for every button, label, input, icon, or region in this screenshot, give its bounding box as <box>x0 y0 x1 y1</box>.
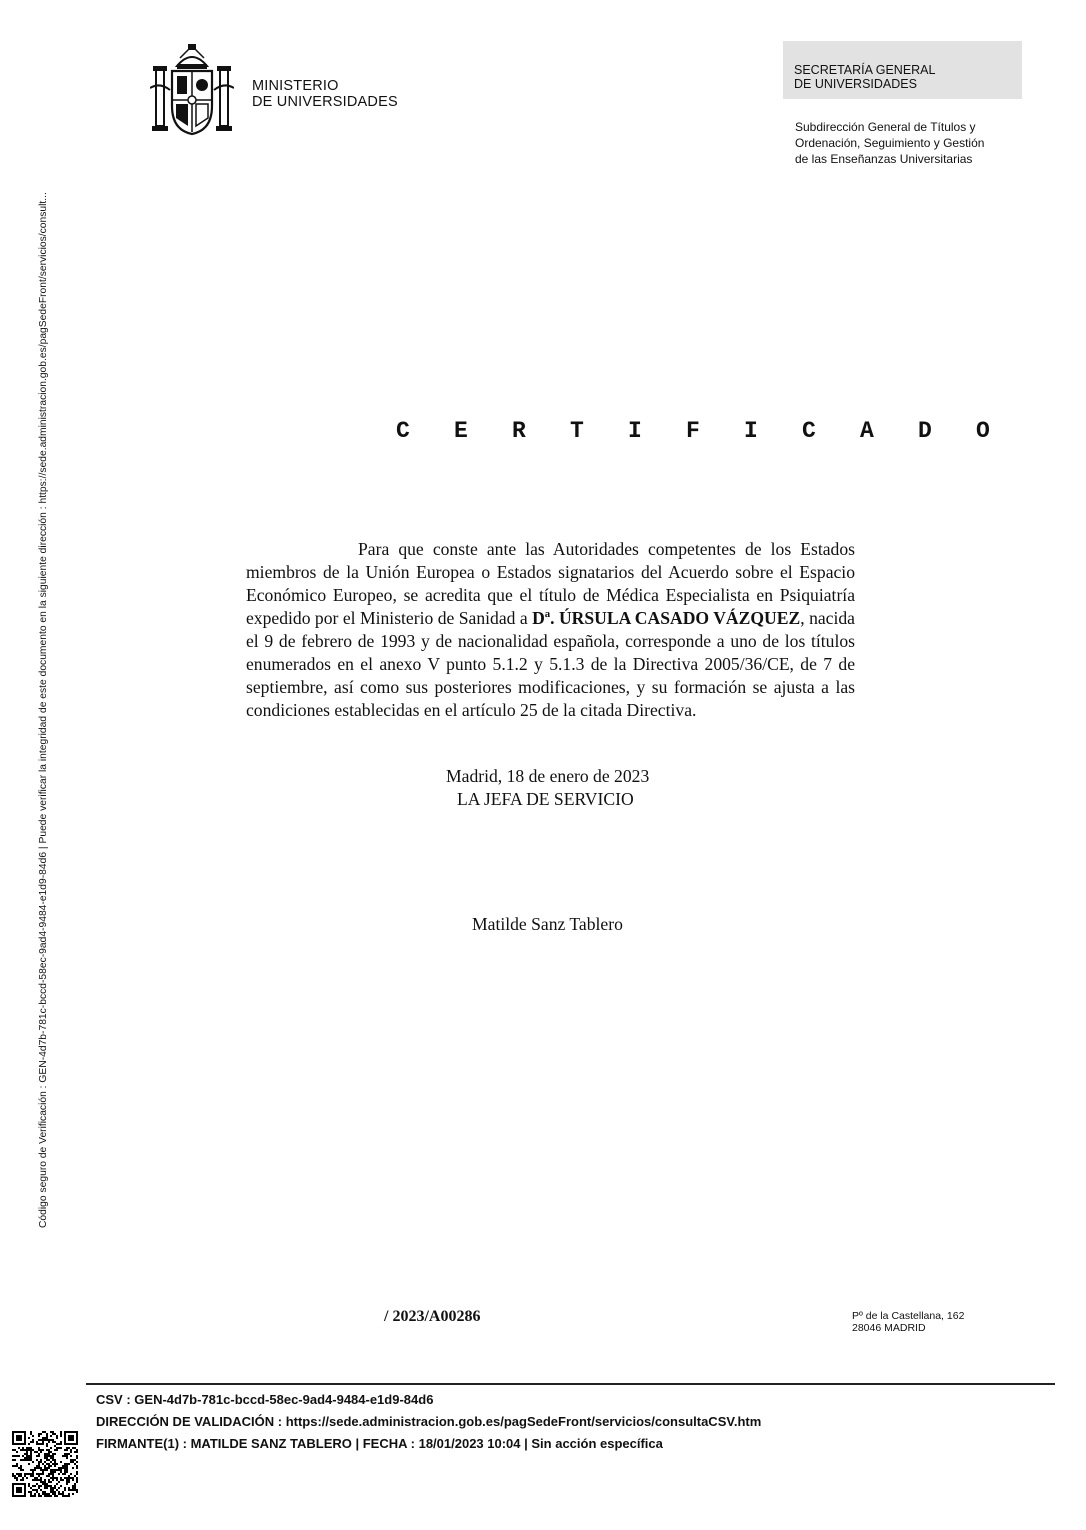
secretariat-line2: DE UNIVERSIDADES <box>794 77 917 91</box>
coat-of-arms-icon <box>150 44 234 136</box>
document-title: C E R T I F I C A D O <box>396 418 1006 444</box>
ministry-name <box>252 78 398 110</box>
verification-sidebar-text: Código seguro de Verificación : GEN-4d7b-781c-bccd-58ec-9ad4-9484-e1d9-84d6 | Puede verificar la integridad de este documento en la siguiente dirección : https://sede.administracion.gob.es/pagSedeFront/servicios/consult... <box>38 192 49 1228</box>
place-date: Madrid, 18 de enero de 2023 <box>446 766 650 786</box>
secretariat-line1: SECRETARÍA GENERAL <box>794 63 936 77</box>
ministry-line2: DE UNIVERSIDADES <box>252 94 398 110</box>
subdirectorate-line1: Subdirección General de Títulos y <box>795 120 976 134</box>
document-reference: / 2023/A00286 <box>384 1308 481 1325</box>
secretariat-box <box>783 41 1022 99</box>
signer-role: LA JEFA DE SERVICIO <box>457 789 634 809</box>
certificate-body <box>246 538 855 722</box>
footer-signer: FIRMANTE(1) : MATILDE SANZ TABLERO | FECHA : 18/01/2023 10:04 | Sin acción específica <box>96 1436 663 1451</box>
address-line1: Pº de la Castellana, 162 <box>852 1310 965 1322</box>
qr-code-icon <box>12 1431 78 1497</box>
footer-validation-url[interactable]: DIRECCIÓN DE VALIDACIÓN : https://sede.administracion.gob.es/pagSedeFront/servicios/consultaCSV.htm <box>96 1414 762 1429</box>
ministry-line1: MINISTERIO <box>252 78 339 94</box>
body-part1: Para que conste ante las Autoridades competentes de los Estados miembros de la Unión Europea o Estados signatarios del Acuerdo sobre el Espacio Económico Europeo, se acredita que el título de Médica Especialista en Psiquiatría expedido por el Ministerio de Sanidad a <box>246 539 855 628</box>
holder-name: Dª. ÚRSULA CASADO VÁZQUEZ <box>532 608 801 628</box>
footer-divider <box>86 1383 1055 1385</box>
subdirectorate-line2: Ordenación, Seguimiento y Gestión <box>795 136 985 150</box>
subdirectorate <box>795 119 984 167</box>
signer-name: Matilde Sanz Tablero <box>472 914 623 934</box>
address <box>852 1310 964 1334</box>
subdirectorate-line3: de las Enseñanzas Universitarias <box>795 152 973 166</box>
address-line2: 28046 MADRID <box>852 1322 926 1334</box>
body-part2: , nacida el 9 de febrero de 1993 y de nacionalidad española, corresponde a uno de los títulos enumerados en el anexo V punto 5.1.2 y 5.1.3 de la Directiva 2005/36/CE, de 7 de septiembre, así como sus posteriores modificaciones, y su formación se ajusta a las condiciones establecidas en el artículo 25 de la citada Directiva. <box>246 608 855 720</box>
footer-csv: CSV : GEN-4d7b-781c-bccd-58ec-9ad4-9484-e1d9-84d6 <box>96 1392 434 1407</box>
